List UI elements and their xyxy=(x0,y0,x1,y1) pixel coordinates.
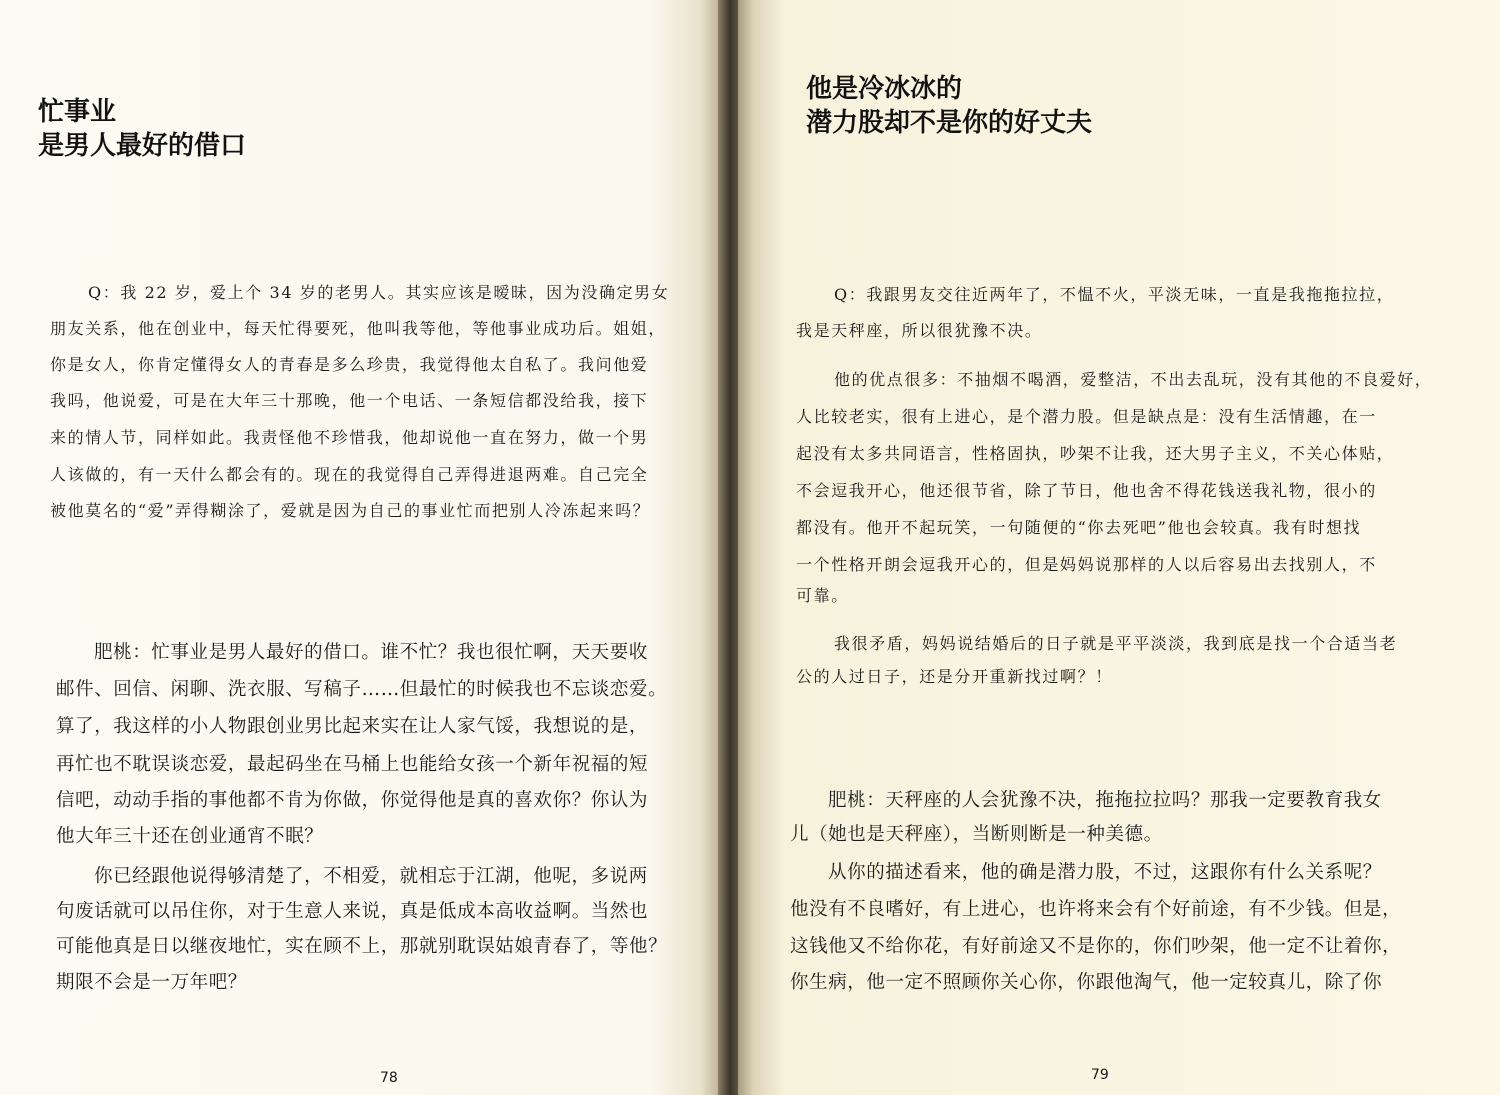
text-line: 可能他真是日以继夜地忙，实在顾不上，那就别耽误姑娘青春了，等他？ xyxy=(56,936,668,957)
text-line: 可靠。 xyxy=(796,586,849,605)
page-number: 78 xyxy=(380,1070,398,1086)
text-line: 你是女人，你肯定懂得女人的青春是多么珍贵，我觉得他太自私了。我问他爱 xyxy=(50,355,649,374)
text-line: 你生病，他一定不照顾你关心你，你跟他淘气，他一定较真儿，除了你 xyxy=(790,972,1383,993)
text-line: 来的情人节，同样如此。我责怪他不珍惜我，他却说他一直在努力，做一个男 xyxy=(50,428,649,447)
text-line: 起没有太多共同语言，性格固执，吵架不让我，还大男子主义，不关心体贴， xyxy=(796,444,1395,463)
text-line: 公的人过日子，还是分开重新找过啊？！ xyxy=(796,667,1113,686)
text-line: 被他莫名的“爱”弄得糊涂了，爱就是因为自己的事业忙而把别人冷冻起来吗？ xyxy=(50,501,651,520)
text-line: 再忙也不耽误谈恋爱，最起码坐在马桶上也能给女孩一个新年祝福的短 xyxy=(56,754,649,775)
text-line: 算了，我这样的小人物跟创业男比起来实在让人家气馁，我想说的是， xyxy=(56,716,649,737)
text-line: 朋友关系，他在创业中，每天忙得要死，他叫我等他，等他事业成功后。姐姐， xyxy=(50,319,667,338)
text-line: 都没有。他开不起玩笑，一句随便的“你去死吧”他也会较真。我有时想找 xyxy=(796,518,1362,537)
text-line: 他大年三十还在创业通宵不眠？ xyxy=(56,826,324,847)
left-page xyxy=(0,0,722,1095)
text-line: 期限不会是一万年吧？ xyxy=(56,972,248,993)
text-line: 儿（她也是天秤座），当断则断是一种美德。 xyxy=(790,824,1163,845)
title-line: 潜力股却不是你的好丈夫 xyxy=(806,108,1093,138)
title-line: 他是冷冰冰的 xyxy=(806,74,963,104)
text-line: 我很矛盾，妈妈说结婚后的日子就是平平淡淡，我到底是找一个合适当老 xyxy=(834,634,1398,653)
title-line: 忙事业 xyxy=(38,97,117,127)
text-line: 不会逗我开心，他还很节省，除了节日，他也舍不得花钱送我礼物，很小的 xyxy=(796,481,1377,500)
chapter-title xyxy=(38,95,246,163)
text-line: 肥桃：忙事业是男人最好的借口。谁不忙？我也很忙啊，天天要收 xyxy=(94,642,648,663)
text-line: 我吗，他说爱，可是在大年三十那晚，他一个电话、一条短信都没给我，接下 xyxy=(50,391,649,410)
text-line: Q：我跟男友交往近两年了，不愠不火，平淡无味，一直是我拖拖拉拉， xyxy=(834,285,1395,304)
text-line: 他的优点很多：不抽烟不喝酒，爱整洁，不出去乱玩，没有其他的不良爱好， xyxy=(834,370,1433,389)
text-line: 人该做的，有一天什么都会有的。现在的我觉得自己弄得进退两难。自己完全 xyxy=(50,465,649,484)
text-line: 他没有不良嗜好，有上进心，也许将来会有个好前途，有不少钱。但是， xyxy=(790,899,1402,920)
text-line: Q：我 22 岁，爱上个 34 岁的老男人。其实应该是暧昧，因为没确定男女 xyxy=(88,283,670,302)
text-line: 句废话就可以吊住你，对于生意人来说，真是低成本高收益啊。当然也 xyxy=(56,901,649,922)
page-number: 79 xyxy=(1091,1067,1109,1083)
text-line: 从你的描述看来，他的确是潜力股，不过，这跟你有什么关系呢？ xyxy=(828,862,1382,883)
text-line: 这钱他又不给你花，有好前途又不是你的，你们吵架，他一定不让着你， xyxy=(790,936,1402,957)
right-page xyxy=(738,0,1500,1095)
chapter-title xyxy=(806,72,1092,140)
text-line: 一个性格开朗会逗我开心的，但是妈妈说那样的人以后容易出去找别人，不 xyxy=(796,555,1377,574)
text-line: 人比较老实，很有上进心，是个潜力股。但是缺点是：没有生活情趣，在一 xyxy=(796,407,1377,426)
text-line: 邮件、回信、闲聊、洗衣服、写稿子……但最忙的时候我也不忘谈恋爱。 xyxy=(56,679,668,700)
text-line: 信吧，动动手指的事他都不肯为你做，你觉得他是真的喜欢你？你认为 xyxy=(56,790,649,811)
text-line: 肥桃：天秤座的人会犹豫不决，拖拖拉拉吗？那我一定要教育我女 xyxy=(828,790,1382,811)
text-line: 我是天秤座，所以很犹豫不决。 xyxy=(796,321,1043,340)
text-line: 你已经跟他说得够清楚了，不相爱，就相忘于江湖，他呢，多说两 xyxy=(94,866,648,887)
title-line: 是男人最好的借口 xyxy=(38,131,247,161)
